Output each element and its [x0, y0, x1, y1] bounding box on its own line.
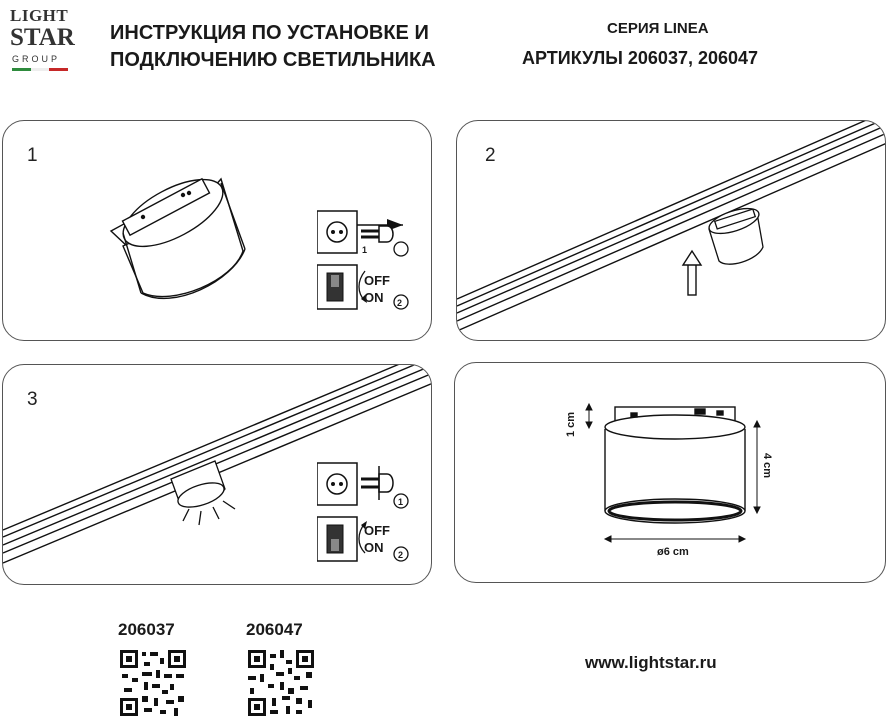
switch-on-label: ON: [364, 290, 384, 305]
step-panel-2: [456, 120, 886, 341]
small-lamp: [706, 203, 763, 264]
qr-label-1: 206037: [118, 620, 175, 639]
brand-logo: [10, 6, 75, 86]
qr-label-2: 206047: [246, 620, 303, 639]
badge-one: 1: [398, 497, 404, 507]
switch-off-label: OFF: [364, 523, 390, 538]
logo-line3: GROUP: [12, 54, 61, 64]
step-panel-1: [2, 120, 432, 341]
step-number: 3: [27, 389, 38, 410]
website-link[interactable]: www.lightstar.ru: [585, 653, 717, 672]
dimensions-panel: [454, 362, 886, 583]
switch-on-label: ON: [364, 540, 384, 555]
switch-off-label: OFF: [364, 273, 390, 288]
track-rail-illustration: [457, 121, 886, 341]
badge-two: 2: [398, 550, 404, 560]
series-label: СЕРИЯ LINEA: [607, 20, 709, 37]
logo-line2: STAR: [10, 24, 75, 51]
step-panel-3: [2, 364, 432, 585]
title-line-1: ИНСТРУКЦИЯ ПО УСТАНОВКЕ И: [110, 22, 429, 44]
qr-code-icon: [246, 648, 316, 718]
articles-label: АРТИКУЛЫ 206037, 206047: [522, 48, 759, 68]
flag-stripe: [12, 68, 68, 71]
height-top-label: 1 cm: [565, 411, 577, 437]
height-total-label: 4 cm: [761, 453, 773, 479]
qr-code-icon: [118, 648, 188, 718]
step-number: 1: [27, 145, 38, 166]
badge-two: 2: [397, 298, 403, 308]
document-title: [110, 20, 490, 74]
up-arrow-icon: [683, 251, 701, 295]
mounted-lamp: [171, 461, 227, 512]
step-number: 2: [485, 145, 496, 166]
badge-one: 1: [362, 245, 368, 255]
logo-line1: LIGHT: [10, 6, 69, 25]
title-line-2: ПОДКЛЮЧЕНИЮ СВЕТИЛЬНИКА: [110, 49, 436, 71]
qr-code-1[interactable]: [118, 648, 188, 718]
qr-code-2[interactable]: [246, 648, 316, 718]
diameter-label: ø6 cm: [657, 546, 689, 558]
